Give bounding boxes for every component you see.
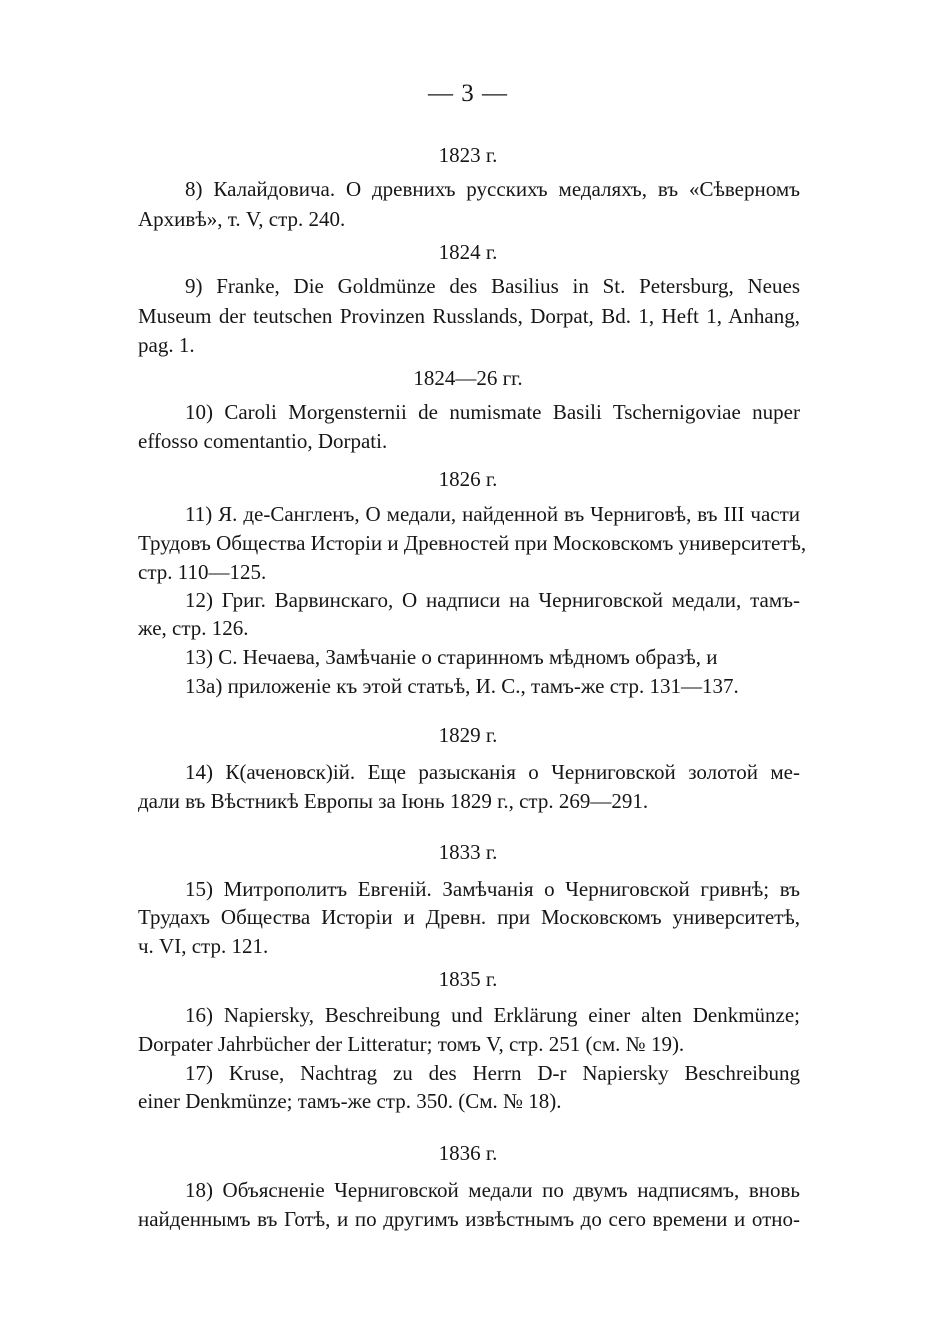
page-number: — 3 — xyxy=(428,80,508,107)
year-heading-1829: 1829 г. xyxy=(438,723,498,747)
entry-9-line-1: 9) Franke, Die Goldmünze des Basilius in St. Petersburg, Neues xyxy=(185,274,800,298)
year-heading-1823: 1823 г. xyxy=(438,143,498,167)
entry-18-line-1: 18) Объясненіе Черниговской медали по двумъ надписямъ, вновь xyxy=(185,1178,800,1202)
entry-11-line-3: стр. 110—125. xyxy=(138,560,267,584)
entry-17-line-1: 17) Kruse, Nachtrag zu des Herrn D-r Napiersky Beschreibung xyxy=(185,1061,800,1085)
entry-15-line-2: Трудахъ Общества Исторіи и Древн. при Московскомъ университетѣ, xyxy=(138,905,800,929)
entry-13a-line: 13а) приложеніе къ этой статьѣ, И. С., тамъ-же стр. 131—137. xyxy=(185,674,739,698)
entry-9-line-2: Museum der teutschen Provinzen Russlands, Dorpat, Bd. 1, Heft 1, Anhang, xyxy=(138,304,800,328)
entry-9-line-3: pag. 1. xyxy=(138,333,195,357)
year-heading-1824-26: 1824—26 гг. xyxy=(413,366,523,390)
entry-12-line-2: же, стр. 126. xyxy=(138,616,249,640)
year-heading-1833: 1833 г. xyxy=(438,840,498,864)
entry-11-line-2: Трудовъ Общества Исторіи и Древностей при Московскомъ университетѣ, xyxy=(138,531,807,555)
entry-14-line-2: дали въ Вѣстникѣ Европы за Іюнь 1829 г., стр. 269—291. xyxy=(138,789,649,813)
year-heading-1835: 1835 г. xyxy=(438,967,498,991)
entry-8-line-2: Архивѣ», т. V, стр. 240. xyxy=(138,207,346,231)
entry-15-line-1: 15) Митрополитъ Евгеній. Замѣчанія о Черниговской гривнѣ; въ xyxy=(185,877,800,901)
entry-11-line-1: 11) Я. де-Сангленъ, О медали, найденной въ Черниговѣ, въ III части xyxy=(185,502,800,526)
entry-14-line-1: 14) К(аченовск)ій. Еще разысканія о Черниговской золотой ме- xyxy=(185,760,800,784)
entry-17-line-2: einer Denkmünze; тамъ-же стр. 350. (См. № 18). xyxy=(138,1089,562,1113)
year-heading-1836: 1836 г. xyxy=(438,1141,498,1165)
year-heading-1824: 1824 г. xyxy=(438,240,498,264)
entry-18-line-2: найденнымъ въ Готѣ, и по другимъ извѣстнымъ до сего времени и отно- xyxy=(138,1207,800,1231)
entry-10-line-2: effosso comentantio, Dorpati. xyxy=(138,429,388,453)
entry-12-line-1: 12) Григ. Варвинскаго, О надписи на Черниговской медали, тамъ- xyxy=(185,588,800,612)
year-heading-1826: 1826 г. xyxy=(438,467,498,491)
entry-15-line-3: ч. VI, стр. 121. xyxy=(138,934,269,958)
entry-16-line-2: Dorpater Jahrbücher der Litteratur; томъ V, стр. 251 (см. № 19). xyxy=(138,1032,685,1056)
entry-13-line: 13) С. Нечаева, Замѣчаніе о старинномъ мѣдномъ образѣ, и xyxy=(185,645,718,669)
entry-8-line-1: 8) Калайдовича. О древнихъ русскихъ медаляхъ, въ «Сѣверномъ xyxy=(185,177,800,201)
entry-16-line-1: 16) Napiersky, Beschreibung und Erklärung einer alten Denkmünze; xyxy=(185,1003,800,1027)
entry-10-line-1: 10) Caroli Morgensternii de numismate Basili Tschernigoviae nuper xyxy=(185,400,800,424)
